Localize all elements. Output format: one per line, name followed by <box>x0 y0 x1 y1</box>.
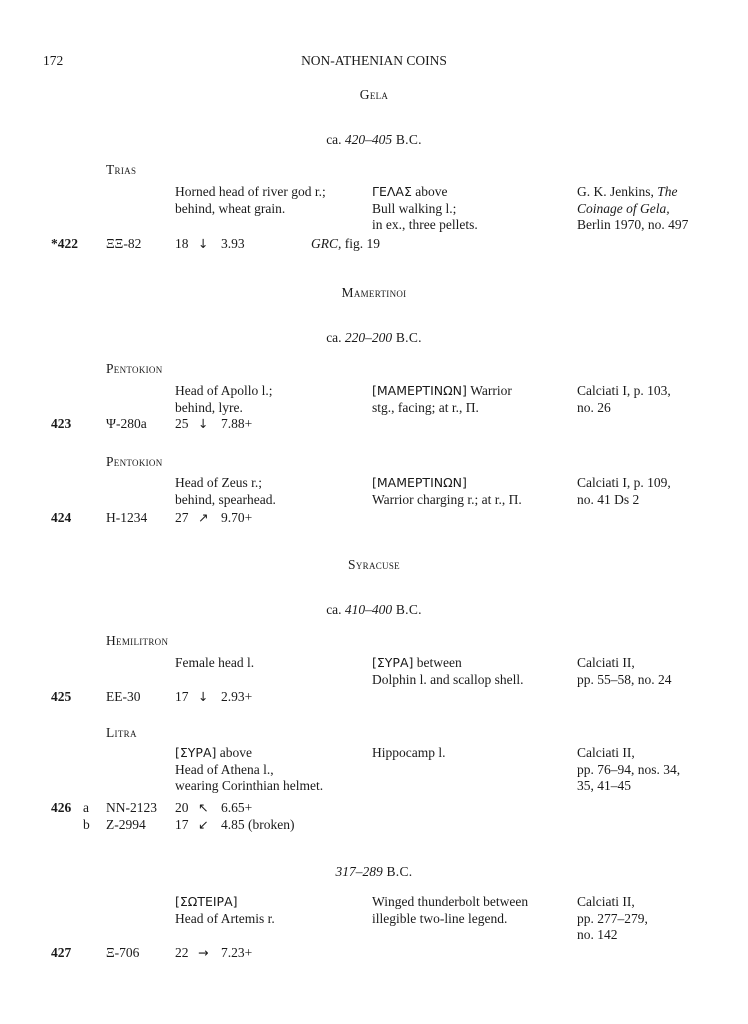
obverse-legend-line: [ΣΥΡΑ] above <box>175 745 252 760</box>
date-heading-mamertinoi: ca. 220–200 B.C. <box>326 330 422 345</box>
specimen-letter: a <box>83 800 89 815</box>
catalog-number: 426 <box>51 800 72 815</box>
reverse-legend-line: [ΣΥΡΑ] between <box>372 655 462 670</box>
reference: Calciati II, pp. 55–58, no. 24 <box>577 655 672 687</box>
running-head: NON-ATHENIAN COINS <box>301 53 447 68</box>
weight: 4.85 (broken) <box>221 817 295 832</box>
reference: Calciati II, pp. 76–94, nos. 34, 35, 41–45 <box>577 745 681 793</box>
page-number: 172 <box>43 53 64 68</box>
weight: 3.93 <box>221 236 245 251</box>
reverse-description: Winged thunderbolt between illegible two-line legend. <box>372 894 529 926</box>
reverse-description: Dolphin l. and scallop shell. <box>372 671 524 687</box>
reference-line-3: Berlin 1970, no. 497 <box>577 217 689 232</box>
denomination-pentokion: Pentokion <box>106 361 163 376</box>
weight: 9.70+ <box>221 510 253 525</box>
reverse-description: Warrior charging r.; at r., Π. <box>372 491 522 507</box>
date-heading-gela: ca. 420–405 B.C. <box>326 132 422 147</box>
weight: 7.88+ <box>221 416 253 431</box>
obverse-description: Head of Athena l., wearing Corinthian helmet. <box>175 761 324 793</box>
diameter: 20 <box>175 800 189 815</box>
date-heading-syracuse: ca. 410–400 B.C. <box>326 602 422 617</box>
weight: 2.93+ <box>221 689 253 704</box>
reverse-legend-line: ΓΕΛΑΣ above <box>372 184 448 199</box>
diameter: 17 <box>175 689 189 704</box>
reverse-description: stg., facing; at r., Π. <box>372 399 479 415</box>
diameter: 18 <box>175 236 189 251</box>
denomination-trias: Trias <box>106 162 137 177</box>
obverse-description: Head of Artemis r. <box>175 910 275 926</box>
die-axis-arrow-icon: ↓ <box>198 236 209 251</box>
obverse-description: Head of Zeus r.; behind, spearhead. <box>175 475 276 507</box>
reverse-legend-line: [ΜΑΜΕΡΤΙΝΩΝ] Warrior <box>372 383 512 398</box>
denomination-litra: Litra <box>106 725 137 740</box>
obverse-description: Head of Apollo l.; behind, lyre. <box>175 383 273 415</box>
inventory-number: Z-2994 <box>106 817 146 832</box>
reference: Calciati I, p. 109, no. 41 Ds 2 <box>577 475 671 507</box>
denomination-pentokion: Pentokion <box>106 454 163 469</box>
diameter: 25 <box>175 416 189 431</box>
die-axis-arrow-icon: ↖ <box>198 800 209 815</box>
section-heading-gela: Gela <box>359 87 389 102</box>
obverse-description: Female head l. <box>175 655 255 670</box>
weight: 6.65+ <box>221 800 253 815</box>
reverse-legend: [ΜΑΜΕΡΤΙΝΩΝ] <box>372 475 467 490</box>
section-heading-syracuse: Syracuse <box>348 557 400 572</box>
obverse-legend: [ΣΩΤΕΙΡΑ] <box>175 894 238 909</box>
diameter: 17 <box>175 817 189 832</box>
bibliography-note: GRC, fig. 19 <box>311 236 380 251</box>
inventory-number: ΞΞ-82 <box>106 236 142 251</box>
obverse-description: Horned head of river god r.; behind, wheat grain. <box>175 184 326 216</box>
date-heading-317-289: 317–289 B.C. <box>335 864 413 879</box>
reverse-description: Bull walking l.; in ex., three pellets. <box>372 200 478 232</box>
die-axis-arrow-icon: ↗ <box>198 510 209 525</box>
inventory-number: EE-30 <box>106 689 141 704</box>
die-axis-arrow-icon: ↓ <box>198 416 209 431</box>
section-heading-mamertinoi: Mamertinoi <box>341 285 407 300</box>
diameter: 27 <box>175 510 189 525</box>
reference-line-1: G. K. Jenkins, The <box>577 184 678 199</box>
reverse-description: Hippocamp l. <box>372 745 446 760</box>
die-axis-arrow-icon: ↙ <box>198 817 209 832</box>
catalog-number: 427 <box>51 945 72 960</box>
specimen-letter: b <box>83 817 90 832</box>
inventory-number: Ψ-280a <box>106 416 147 431</box>
inventory-number: NN-2123 <box>106 800 157 815</box>
inventory-number: H-1234 <box>106 510 148 525</box>
denomination-hemilitron: Hemilitron <box>106 633 169 648</box>
reference: Calciati II, pp. 277–279, no. 142 <box>577 894 648 942</box>
die-axis-arrow-icon: → <box>198 945 209 960</box>
catalog-number: *422 <box>51 236 78 251</box>
reference-line-2: Coinage of Gela, <box>577 200 670 216</box>
diameter: 22 <box>175 945 189 960</box>
die-axis-arrow-icon: ↓ <box>198 689 209 704</box>
reference: Calciati I, p. 103, no. 26 <box>577 383 671 415</box>
catalog-number: 425 <box>51 689 72 704</box>
inventory-number: Ξ-706 <box>106 945 140 960</box>
weight: 7.23+ <box>221 945 253 960</box>
catalog-number: 423 <box>51 416 72 431</box>
catalog-number: 424 <box>51 510 72 525</box>
